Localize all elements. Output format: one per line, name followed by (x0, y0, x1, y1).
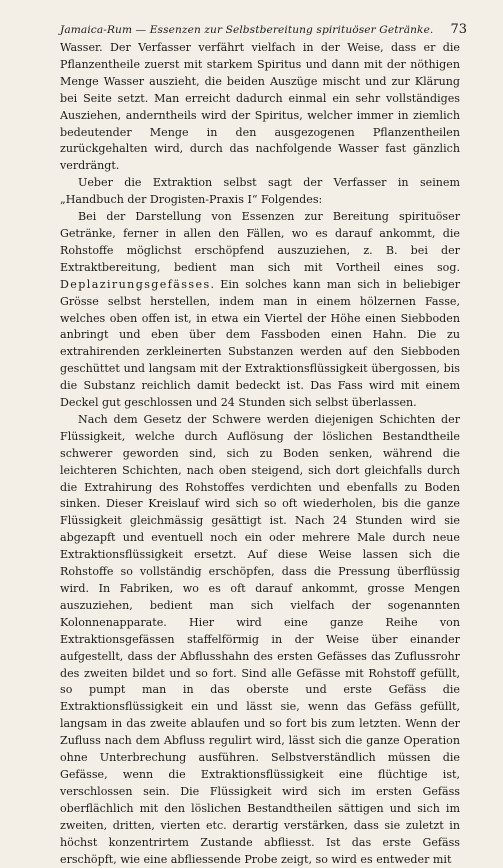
paragraph: Ueber die Extraktion selbst sagt der Verfasser in seinem „Handbuch der Drogisten-Praxis I“ Folgendes: (60, 176, 460, 207)
paragraph: Nach dem Gesetz der Schwere werden diejenigen Schichten der Flüssigkeit, welche durch Auflösung der löslichen Bestandtheile schwerer geworden sind, sich zu Boden senken, während die leichteren Schichten, nach oben steigend, sich dort gleichfalls durch die Extrahirung des Rohstoffes verdichten und ebenfalls zu Boden sinken. Dieser Kreislauf wird sich so oft wiederholen, bis die ganze Flüssigkeit gleichmässig gesättigt ist. Nach 24 Stunden wird sie abgezapft und eventuell noch ein oder mehrere Male durch neue Extraktionsflüssigkeit ersetzt. Auf diese Weise lassen sich die Rohstoffe so vollständig erschöpfen, dass die Pressung überflüssig wird. In Fabriken, wo es oft darauf ankommt, grosse Mengen auszuziehen, bedient man sich vielfach der sogenannten Kolonnenapparate. Hier wird eine ganze Reihe von Extraktionsgefässen staffelförmig in der Weise über einander aufgestellt, dass der Abflusshahn des ersten Gefässes das Zuflussrohr des zweiten bildet und so fort. Sind alle Gefässe mit Rohstoff gefüllt, so pumpt man in das oberste und erste Gefäss die Extraktionsflüssigkeit ein und lässt sie, wenn das Gefäss gefüllt, langsam in das zweite ablaufen und so fort bis zum letzten. Wenn der Zufluss nach dem Abfluss regulirt wird, lässt sich die ganze Operation ohne Unterbrechung ausführen. Selbstverständlich müssen die Gefässe, wenn die Extraktionsflüssigkeit eine flüchtige ist, verschlossen sein. Die Flüssigkeit wird sich im ersten Gefäss oberflächlich mit den löslichen Bestandtheilen sättigen und sich im zweiten, dritten, vierten etc. derartig verstärken, dass sie zuletzt in höchst konzentrirtem Zustande abfliesst. Ist das erste Gefäss erschöpft, wie eine abfliessende Probe zeigt, so wird es entweder mit (60, 412, 460, 866)
page-header (60, 22, 467, 37)
running-head: Jamaica-Rum — Essenzen zur Selbstbereitung spirituöser Getränke. (60, 24, 434, 36)
paragraph-text: . Ein solches kann man sich in beliebiger Grösse selbst herstellen, indem man in einem hölzernen Fasse, welches oben offen ist, in etwa ein Viertel der Höhe einen Siebboden anbringt und eben über dem Fassboden einen Hahn. Die zu extrahirenden zerkleinerten Substanzen werden auf den Siebboden geschüttet und langsam mit der Extraktionsflüssigkeit übergossen, bis die Substanz reichlich damit bedeckt ist. Das Fass wird mit einem Deckel gut geschlossen und 24 Stunden sich selbst überlassen. (60, 277, 460, 410)
paragraph: Wasser. Der Verfasser verfährt vielfach in der Weise, dass er die Pflanzentheile zuerst mit starkem Spiritus und dann mit der nöthigen Menge Wasser auszieht, die beiden Auszüge mischt und zur Klärung bei Seite setzt. Man erreicht dadurch einmal ein sehr vollständiges Ausziehen, anderntheils wird der Spiritus, welcher immer in ziemlich bedeutender Menge in den ausgezogenen Pflanzentheilen zurückgehalten wird, durch das nachfolgende Wasser fast gänzlich verdrängt. (60, 41, 460, 173)
page-number: 73 (450, 22, 467, 37)
body-text (60, 40, 460, 868)
paragraph (60, 209, 460, 412)
emphasized-term: Deplazirungsgefässes (60, 277, 211, 291)
paragraph-text: Bei der Darstellung von Essenzen zur Bereitung spirituöser Getränke, ferner in allen den Fällen, wo es darauf ankommt, die Rohstoffe möglichst erschöpfend auszuziehen, z. B. bei der Extraktbereitung, bedient man sich mit Vortheil eines sog. (60, 210, 460, 274)
